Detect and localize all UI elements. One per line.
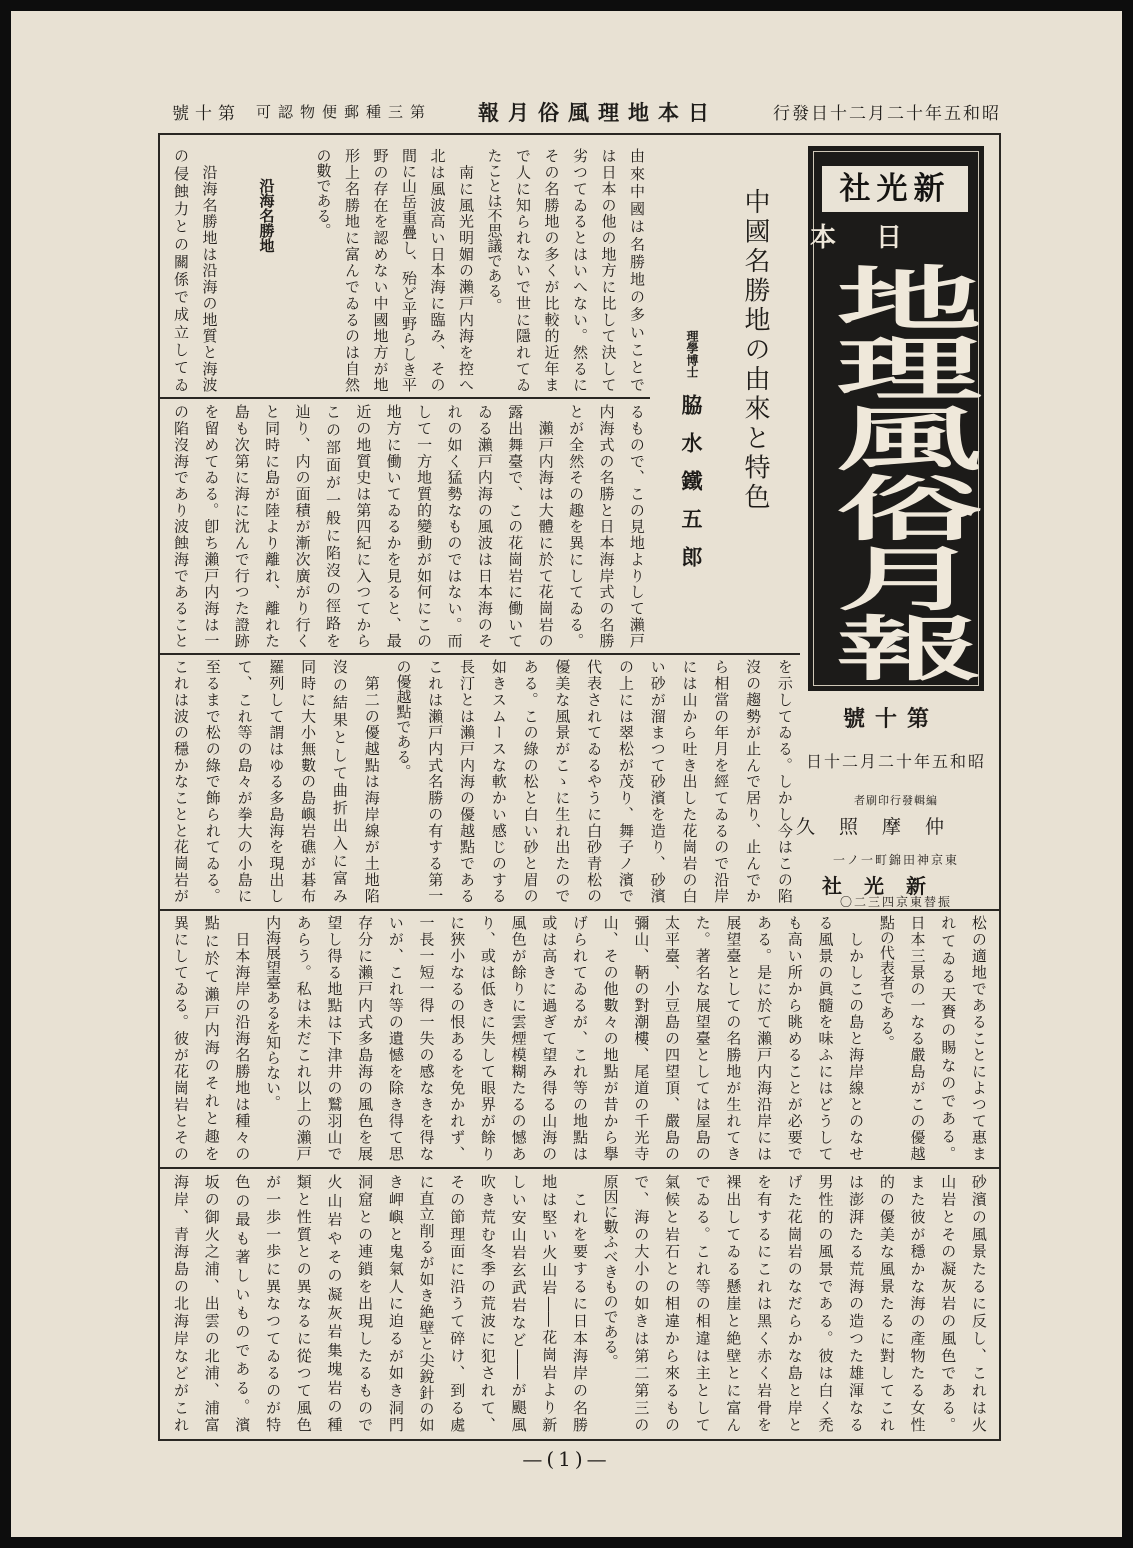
text-column: 氣候と岩石との相違から來るもの: [663, 1174, 681, 1432]
text-column: 山岩とその凝灰岩の風色である。: [939, 1174, 958, 1432]
text-column: 地方に働いてゐるかを見ると、最: [384, 404, 403, 648]
text-column: 第二の優越點は海岸線が土地陷: [362, 659, 381, 903]
text-column: 異にしてゐる。彼が花崗岩とその: [172, 915, 190, 1161]
colophon-account: 振替東京四三二〇: [839, 895, 952, 909]
text-band-4: [170, 915, 990, 1161]
text-column: と同時に島が陸より離れ、離れた: [263, 404, 282, 648]
author-degree: 理學博士: [685, 330, 699, 378]
header-magazine-title: 日本地理風俗月報: [478, 100, 718, 125]
text-column: しい安山岩玄武岩など――が颶風: [509, 1174, 528, 1432]
text-column: 海岸、青海島の北海岸などがこれ: [172, 1174, 190, 1432]
text-column: 沿海名勝地は沿海の地質と海波: [200, 148, 219, 392]
text-column: 劣つてゐるとはいへない。然るに: [571, 148, 589, 392]
text-column: 吹き荒む冬季の荒波に犯されて、: [478, 1174, 497, 1432]
text-column: 存分に瀨戸内式多島海の風色を展: [356, 915, 375, 1161]
text-column: 點の代表者である。: [877, 915, 896, 1050]
text-column: また彼が穩かな海の產物たる女性: [908, 1174, 927, 1432]
masthead-publisher-box: 新光社: [822, 166, 968, 212]
text-column: 代表されてゐるやうに白砂青松の: [585, 659, 604, 903]
text-column: の上には翠松が茂り、舞子ノ濱で: [616, 659, 635, 903]
text-column: で、海の大小の如きは第二第三の: [632, 1174, 651, 1432]
text-column: 長汀とは瀨戸内海の優越點である: [458, 659, 477, 903]
text-column: 的の優美な風景たるに對してこれ: [877, 1174, 896, 1432]
article-title: 中國名勝地の由來と特色: [740, 188, 770, 513]
text-column: を有するにこれは黑く赤く岩骨を: [755, 1174, 774, 1432]
text-column: げられてゐるが、これ等の地點は: [570, 915, 589, 1161]
text-column: 露出舞臺で、この花崗岩に働いて: [506, 404, 525, 648]
text-column: 瀨戸内海は大體に於て花崗岩の: [536, 404, 555, 648]
text-column: 男性的の風景である。彼は白く禿: [816, 1174, 835, 1432]
text-column: 北は風波高い日本海に臨み、その: [428, 148, 447, 392]
text-column: 坂の御火之浦、出雲の北浦、浦富: [202, 1174, 221, 1432]
colophon-address: 東京神田錦町一ノ一: [832, 853, 959, 867]
rule-line: [160, 397, 650, 399]
text-column: ある。この綠の松と白い砂と眉の: [521, 659, 540, 903]
blank-column: [227, 148, 249, 392]
header-publication-date: 昭和五年十二月二十日發行: [773, 104, 1001, 124]
text-column: 類と性質との異なるに從つて風色: [294, 1174, 313, 1432]
text-column: 展望臺としての名勝地が生れてき: [724, 915, 743, 1161]
header-postal-note: 第三種郵便物認可: [256, 103, 433, 121]
colophon-issue: 第十號: [842, 706, 939, 732]
text-column: して一方地質的變動が如何にこの: [415, 404, 434, 648]
header-issue-number: 第十號: [172, 104, 241, 124]
text-column: 同時に大小無數の島嶼岩礁が碁布: [299, 659, 318, 903]
text-column: これを要するに日本海岸の名勝: [570, 1174, 589, 1432]
text-column: げた花崗岩のなだらかな島と岸と: [785, 1174, 804, 1432]
text-column: い砂が溜まつて砂濱を造り、砂濱: [648, 659, 667, 903]
text-column: 沒の趨勢が止んで居り、止んでか: [744, 659, 763, 903]
text-column: 砂濱の風景たるに反し、これは火: [969, 1174, 988, 1432]
text-column: 如きスムースな軟かい感じのする: [489, 659, 508, 903]
text-column: れてゐる天賚の賜なのである。: [939, 915, 958, 1161]
text-column: 一長一短一得一失の感なきを得な: [417, 915, 436, 1161]
colophon-editor-label: 編輯發行印刷者: [854, 794, 938, 807]
text-column: 洞窟との連鎖を出現したるもので: [356, 1174, 375, 1432]
author-name: 脇水鐵五郎: [679, 394, 704, 584]
text-band-5: [170, 1174, 990, 1432]
text-column: れの如く猛勢なものではない。而: [445, 404, 464, 648]
text-column: の數である。: [314, 148, 333, 238]
text-column: この部面が一般に陷沒の徑路を: [323, 404, 342, 648]
text-column: その節理面に沿うて碎け、到る處: [448, 1174, 467, 1432]
text-band-1: [170, 148, 648, 392]
text-column: 太平臺、小豆島の四望頂、嚴島の: [663, 915, 681, 1161]
rule-line: [160, 1167, 999, 1169]
text-column: は澎湃たる荒海の造つた雄渾なる: [847, 1174, 866, 1432]
text-column: て、これ等の島々が拳大の小島に: [235, 659, 254, 903]
text-column: た。著名な展望臺としては屋島の: [693, 915, 712, 1161]
text-column: 辿り、内の面積が漸次廣がり行く: [293, 404, 312, 648]
text-column: 點に於て瀨戸内海のそれと趣を: [202, 915, 221, 1161]
text-column: 或は高きに過ぎて望み得る山海の: [540, 915, 559, 1161]
text-column: 風色が餘りに雲煙模糊たるの憾あ: [509, 915, 528, 1161]
text-column: 山、その他數々の地點が昔から擧: [601, 915, 620, 1161]
text-column: 日本三景の一なる嚴島がこの優越: [908, 915, 927, 1161]
text-column: しかしこの島と海岸線とのなせ: [847, 915, 866, 1161]
text-column: には山から吐き出した花崗岩の白: [680, 659, 699, 903]
text-column: その名勝地の多くが比較的近年ま: [542, 148, 561, 392]
text-column: の陷沒海であり波蝕海であること: [172, 404, 190, 648]
text-column: これは波の穩かなことと花崗岩が: [172, 659, 190, 903]
page-number: —(1)—: [522, 1447, 611, 1471]
text-column: 由來中國は名勝地の多いことで: [628, 148, 646, 392]
text-column: き岬嶼と鬼氣人に迫るが如き洞門: [386, 1174, 405, 1432]
text-band-3: [170, 659, 796, 903]
text-column: 火山岩やその凝灰岩集塊岩の種: [325, 1174, 344, 1432]
text-column: り、或は低きに失して眼界が餘り: [478, 915, 497, 1161]
text-column: 形上名勝地に富んでゐるのは自然: [343, 148, 361, 392]
text-column: 日本海岸の沿海名勝地は種々の: [233, 915, 252, 1161]
text-column: 彌山、鞆の對潮樓、尾道の千光寺: [632, 915, 651, 1161]
colophon-date: 昭和五年十二月二十日: [805, 752, 986, 771]
text-column: 羅列して謂はゆる多島海を現出し: [267, 659, 286, 903]
text-column: の侵蝕力との關係で成立してゐ: [172, 148, 190, 392]
text-column: 地は堅い火山岩――花崗岩より新: [540, 1174, 559, 1432]
text-column: 近の地質史は第四紀に入つてから: [354, 404, 373, 648]
section-heading: 沿海名勝地: [257, 148, 276, 253]
rule-line: [160, 653, 800, 655]
text-column: これは瀨戸内式名勝の有する第一: [426, 659, 445, 903]
text-column: でゐる。これ等の相違は主として: [693, 1174, 712, 1432]
text-column: るもので、この見地よりして瀨戸: [627, 404, 646, 648]
text-column: に直立削るが如き絶壁と尖銳針の如: [417, 1174, 436, 1432]
text-column: 原因に數ふべきものである。: [601, 1174, 620, 1369]
text-column: る風景の眞髓を味ふにはどうして: [816, 915, 835, 1161]
text-column: 島も次第に海に沈んで行つた證跡: [232, 404, 251, 648]
text-column: 内海展望臺あるを知らない。: [264, 915, 283, 1110]
text-column: あらう。私は未だこれ以上の瀨戸: [294, 915, 313, 1161]
text-column: は日本の他の地方に比して決して: [599, 148, 618, 392]
text-column: 色の最も著しいものである。濱: [233, 1174, 252, 1432]
text-column: が一歩一歩に異なつてゐるのが特: [264, 1174, 283, 1432]
text-column: 裸出してゐる懸崖と絶壁とに富ん: [724, 1174, 743, 1432]
blank-column: [284, 148, 306, 392]
text-column: を留めてゐる。卽ち瀨戸内海は一: [202, 404, 221, 648]
text-column: とが全然その趣を異にしてゐる。: [567, 404, 586, 648]
text-column: たことは不思議である。: [485, 148, 504, 313]
text-band-2: [170, 404, 648, 648]
text-column: ら相當の年月を經てゐるので沿岸: [712, 659, 731, 903]
text-column: 優美な風景がこゝに生れ出たので: [553, 659, 572, 903]
text-column: で人に知られないで世に隱れてゐ: [514, 148, 532, 392]
colophon-editor-name: 仲摩照久: [795, 816, 968, 838]
text-column: いが、これ等の遺憾を除き得て思: [386, 915, 405, 1161]
text-column: ゐる瀨戸内海の風波は日本海のそ: [475, 404, 494, 648]
text-column: 内海式の名勝と日本海岸式の名勝: [597, 404, 616, 648]
text-column: 至るまで松の綠で飾られてゐる。: [203, 659, 222, 903]
masthead-title: 地理風俗月報: [811, 262, 982, 682]
text-column: 南に風光明媚の瀨戸内海を控へ: [457, 148, 475, 392]
text-column: 間に山岳重疊し、殆ど平野らしき平: [400, 148, 418, 392]
text-column: 望し得る地點は下津井の鷲羽山で: [325, 915, 344, 1161]
text-column: も高い所から眺めることが必要で: [785, 915, 804, 1161]
text-column: を示してゐる。しかし今はこの陷: [775, 659, 794, 903]
text-column: ある。是に於て瀨戸内海沿岸には: [755, 915, 774, 1161]
text-column: の優越點である。: [394, 659, 413, 779]
text-column: に狹小なるの恨あるを免かれず、: [448, 915, 467, 1161]
colophon-publisher: 新光社: [822, 874, 948, 898]
text-column: 野の存在を認めない中國地方が地: [371, 148, 390, 392]
text-column: 沒の結果として曲折出入に富み: [330, 659, 349, 903]
masthead-subtitle: 日本: [809, 223, 942, 253]
text-column: 松の適地であることによつて惠ま: [969, 915, 988, 1161]
